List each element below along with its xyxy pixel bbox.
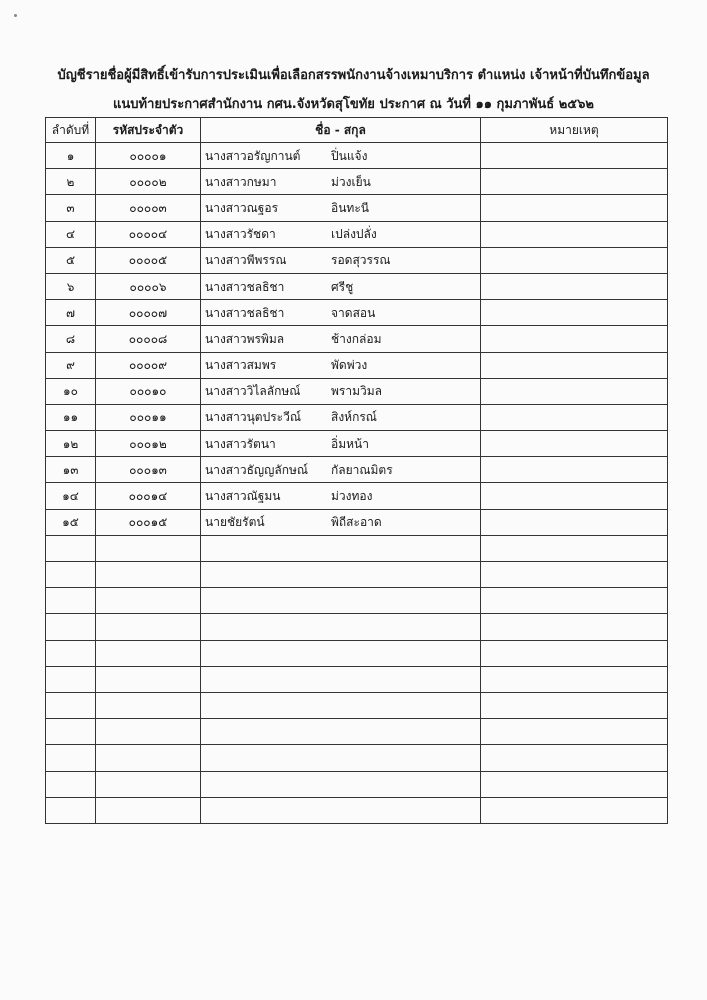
- table-row: [46, 692, 668, 718]
- row-remark: [481, 300, 668, 326]
- row-id: [96, 535, 201, 561]
- row-id: [96, 562, 201, 588]
- table-row: [46, 640, 668, 666]
- row-seq: ๓: [46, 195, 96, 221]
- table-row: [46, 169, 668, 195]
- row-name: [201, 614, 481, 640]
- row-remark: [481, 483, 668, 509]
- row-last-name: ช้างกล่อม: [331, 331, 382, 346]
- row-last-name: พรามวิมล: [331, 384, 383, 399]
- row-id: [96, 614, 201, 640]
- row-remark: [481, 719, 668, 745]
- row-seq: ๑๕: [46, 509, 96, 535]
- table-body: [46, 143, 668, 824]
- table-row: [46, 300, 668, 326]
- row-id: [96, 797, 201, 823]
- row-first-name: นางสาวนุตประวีณ์: [205, 410, 301, 425]
- row-first-name: นางสาววิไลลักษณ์: [205, 384, 301, 399]
- table-row: [46, 535, 668, 561]
- row-first-name: นายชัยรัตน์: [205, 515, 265, 530]
- document-subtitle: แนบท้ายประกาศสำนักงาน กศน.จังหวัดสุโขทัย ประกาศ ณ วันที่ ๑๑ กุมภาพันธ์ ๒๕๖๒: [113, 97, 594, 112]
- row-seq: ๔: [46, 221, 96, 247]
- row-id: [96, 588, 201, 614]
- row-first-name: นางสาวณฐอร: [205, 200, 279, 215]
- table-row: [46, 745, 668, 771]
- row-id: ๐๐๐๐๑: [96, 143, 201, 169]
- table-row: [46, 326, 668, 352]
- row-seq: ๑๒: [46, 431, 96, 457]
- header-seq: ลำดับที่: [46, 118, 96, 143]
- row-name: [201, 378, 481, 404]
- row-name: [201, 247, 481, 273]
- table-row: [46, 221, 668, 247]
- row-seq: ๙: [46, 352, 96, 378]
- row-seq: [46, 797, 96, 823]
- row-remark: [481, 378, 668, 404]
- row-last-name: ม่วงทอง: [331, 489, 373, 504]
- table-row: [46, 273, 668, 299]
- row-id: ๐๐๐๑๒: [96, 431, 201, 457]
- row-remark: [481, 404, 668, 430]
- row-name: [201, 719, 481, 745]
- scan-speck: [14, 14, 17, 17]
- table-row: [46, 483, 668, 509]
- row-last-name: รอดสุวรรณ: [331, 253, 391, 268]
- row-remark: [481, 509, 668, 535]
- row-remark: [481, 169, 668, 195]
- table-row: [46, 195, 668, 221]
- row-last-name: อินทะนี: [331, 200, 369, 215]
- table-row: [46, 404, 668, 430]
- row-seq: [46, 535, 96, 561]
- row-name: [201, 640, 481, 666]
- document-title: บัญชีรายชื่อผู้มีสิทธิ์เข้ารับการประเมินเพื่อเลือกสรรพนักงานจ้างเหมาบริการ ตำแหน่ง เจ้าหน้าที่บันทึกข้อมูล: [57, 68, 650, 83]
- row-id: ๐๐๐๑๐: [96, 378, 201, 404]
- row-id: ๐๐๐๐๕: [96, 247, 201, 273]
- row-id: ๐๐๐๐๒: [96, 169, 201, 195]
- row-name: [201, 404, 481, 430]
- row-remark: [481, 195, 668, 221]
- table-row: [46, 771, 668, 797]
- row-last-name: กัลยาณมิตร: [331, 462, 393, 477]
- row-last-name: จาดสอน: [331, 305, 376, 320]
- row-name: [201, 169, 481, 195]
- row-last-name: พัดพ่วง: [331, 358, 368, 373]
- row-remark: [481, 535, 668, 561]
- row-remark: [481, 247, 668, 273]
- row-first-name: นางสาวชลธิชา: [205, 279, 285, 294]
- row-id: ๐๐๐๐๙: [96, 352, 201, 378]
- row-name: [201, 273, 481, 299]
- table-row: [46, 378, 668, 404]
- row-name: [201, 326, 481, 352]
- row-last-name: ปิ่นแจ้ง: [331, 148, 368, 163]
- row-seq: ๒: [46, 169, 96, 195]
- row-seq: [46, 771, 96, 797]
- row-id: ๐๐๐๑๑: [96, 404, 201, 430]
- row-remark: [481, 745, 668, 771]
- row-id: [96, 692, 201, 718]
- row-last-name: ม่วงเย็น: [331, 174, 371, 189]
- header-name: ชื่อ - สกุล: [201, 118, 481, 143]
- row-name: [201, 457, 481, 483]
- row-name: [201, 745, 481, 771]
- row-id: [96, 640, 201, 666]
- row-remark: [481, 640, 668, 666]
- header-id: รหัสประจำตัว: [96, 118, 201, 143]
- table-row: [46, 719, 668, 745]
- row-name: [201, 221, 481, 247]
- row-last-name: สิงห์กรณ์: [331, 410, 377, 425]
- row-remark: [481, 431, 668, 457]
- row-id: ๐๐๐๐๘: [96, 326, 201, 352]
- row-remark: [481, 666, 668, 692]
- table-row: [46, 562, 668, 588]
- row-id: ๐๐๐๐๓: [96, 195, 201, 221]
- row-seq: ๕: [46, 247, 96, 273]
- table-row: [46, 431, 668, 457]
- row-remark: [481, 273, 668, 299]
- row-seq: ๑๑: [46, 404, 96, 430]
- row-seq: ๑๔: [46, 483, 96, 509]
- table-row: [46, 588, 668, 614]
- row-remark: [481, 352, 668, 378]
- row-name: [201, 692, 481, 718]
- row-name: [201, 483, 481, 509]
- row-name: [201, 588, 481, 614]
- row-id: [96, 771, 201, 797]
- row-remark: [481, 588, 668, 614]
- row-first-name: นางสาวธัญญลักษณ์: [205, 462, 309, 477]
- row-seq: ๖: [46, 273, 96, 299]
- row-seq: [46, 692, 96, 718]
- candidate-table: [45, 117, 668, 824]
- row-seq: ๑๐: [46, 378, 96, 404]
- row-first-name: นางสาวสมพร: [205, 358, 277, 373]
- row-first-name: นางสาวณัฐมน: [205, 489, 281, 504]
- row-name: [201, 535, 481, 561]
- row-name: [201, 195, 481, 221]
- table-row: [46, 457, 668, 483]
- row-seq: [46, 745, 96, 771]
- row-first-name: นางสาวรัชดา: [205, 227, 276, 242]
- table-row: [46, 797, 668, 823]
- row-seq: ๗: [46, 300, 96, 326]
- row-last-name: เปล่งปลั่ง: [331, 227, 377, 242]
- row-seq: ๑: [46, 143, 96, 169]
- row-first-name: นางสาวอรัญกานต์: [205, 148, 301, 163]
- row-id: [96, 719, 201, 745]
- row-id: ๐๐๐๐๖: [96, 273, 201, 299]
- row-seq: [46, 666, 96, 692]
- row-name: [201, 666, 481, 692]
- row-name: [201, 509, 481, 535]
- row-first-name: นางสาวรัตนา: [205, 436, 276, 451]
- row-seq: [46, 588, 96, 614]
- row-seq: ๘: [46, 326, 96, 352]
- row-remark: [481, 326, 668, 352]
- row-first-name: นางสาวกษมา: [205, 174, 277, 189]
- table-row: [46, 143, 668, 169]
- row-seq: [46, 614, 96, 640]
- row-name: [201, 562, 481, 588]
- row-remark: [481, 457, 668, 483]
- row-remark: [481, 143, 668, 169]
- row-id: ๐๐๐๑๕: [96, 509, 201, 535]
- row-remark: [481, 614, 668, 640]
- row-seq: [46, 562, 96, 588]
- header-remark: หมายเหตุ: [481, 118, 668, 143]
- table-row: [46, 509, 668, 535]
- table-header-row: [46, 118, 668, 143]
- row-first-name: นางสาวชลธิชา: [205, 305, 285, 320]
- table-row: [46, 247, 668, 273]
- row-seq: [46, 719, 96, 745]
- row-seq: ๑๓: [46, 457, 96, 483]
- row-name: [201, 431, 481, 457]
- row-remark: [481, 221, 668, 247]
- row-id: ๐๐๐๐๗: [96, 300, 201, 326]
- row-id: ๐๐๐๑๓: [96, 457, 201, 483]
- row-id: ๐๐๐๑๔: [96, 483, 201, 509]
- row-id: [96, 666, 201, 692]
- row-name: [201, 143, 481, 169]
- row-last-name: ศรีชู: [331, 279, 354, 294]
- table-row: [46, 666, 668, 692]
- row-first-name: นางสาวพีพรรณ: [205, 253, 287, 268]
- row-remark: [481, 692, 668, 718]
- row-last-name: อิ่มหน้า: [331, 436, 369, 451]
- row-first-name: นางสาวพรพิมล: [205, 331, 285, 346]
- row-remark: [481, 771, 668, 797]
- row-name: [201, 300, 481, 326]
- row-seq: [46, 640, 96, 666]
- row-id: [96, 745, 201, 771]
- row-last-name: พิถีสะอาด: [331, 515, 382, 530]
- row-name: [201, 352, 481, 378]
- row-name: [201, 797, 481, 823]
- row-remark: [481, 797, 668, 823]
- table-row: [46, 352, 668, 378]
- row-remark: [481, 562, 668, 588]
- row-id: ๐๐๐๐๔: [96, 221, 201, 247]
- table-row: [46, 614, 668, 640]
- row-name: [201, 771, 481, 797]
